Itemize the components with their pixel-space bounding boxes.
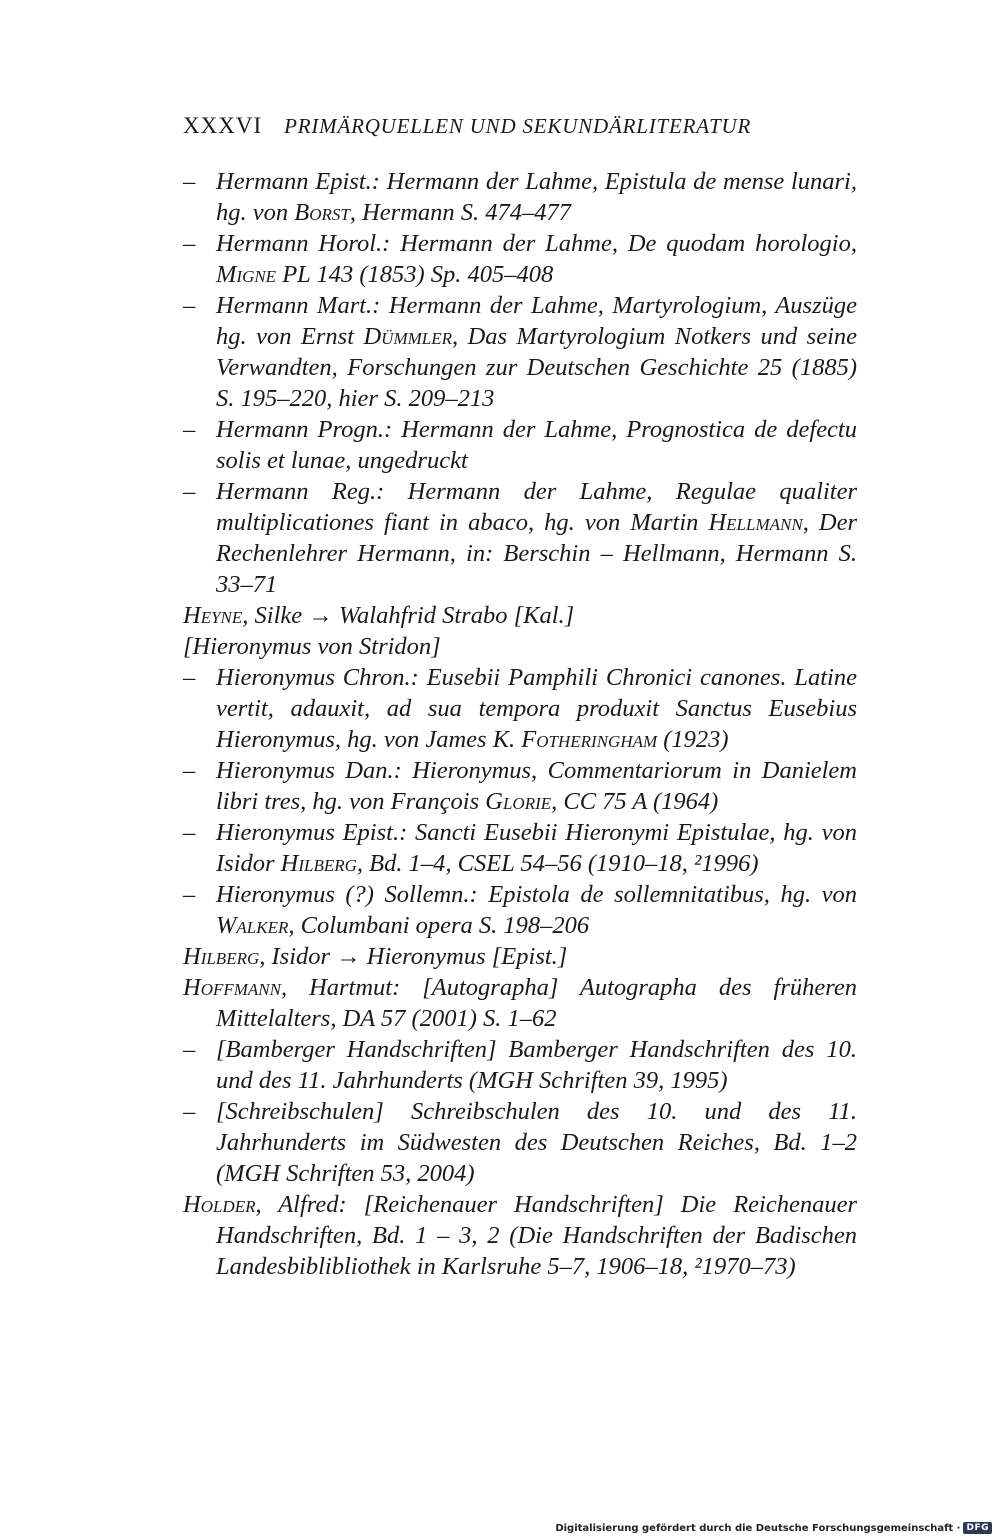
sub-entry bbox=[183, 879, 857, 941]
main-entry bbox=[183, 941, 857, 972]
author-name: Borst bbox=[294, 199, 350, 226]
entry-lead: [Schreibschulen] Schreibschulen des 10. und des 11. Jahrhunderts im Südwesten des Deutschen Reiches, Bd. 1–2 (MGH Schriften 53, 2004) bbox=[216, 1098, 857, 1187]
dash-marker: – bbox=[183, 230, 196, 257]
entry-rest: PL 143 (1853) Sp. 405–408 bbox=[276, 261, 554, 288]
entry-text bbox=[183, 972, 857, 1034]
author-name: Walker bbox=[216, 912, 289, 939]
dash-marker: – bbox=[183, 1098, 196, 1125]
entry-text bbox=[216, 1096, 857, 1189]
entry-lead: [Bamberger Handschriften] Bamberger Handschriften des 10. und des 11. Jahrhunderts (MGH Schriften 39, 1995) bbox=[216, 1036, 857, 1094]
entry-lead: Hermann Reg.: Hermann der Lahme, Regulae qualiter multiplicationes fiant in abaco, hg. von Martin bbox=[216, 478, 857, 536]
author-name: Hilberg bbox=[183, 943, 260, 970]
entry-lead: Hermann Mart.: Hermann der Lahme, Martyrologium, Auszüge hg. von Ernst bbox=[216, 292, 857, 350]
author-name: Holder bbox=[183, 1191, 256, 1218]
footer-credit bbox=[555, 1522, 992, 1534]
footer-text: Digitalisierung gefördert durch die Deutsche Forschungsgemeinschaft · bbox=[555, 1522, 961, 1534]
entry-rest: , Hartmut: [Autographa] Autographa des früheren Mittelalters, DA 57 (2001) S. 1–62 bbox=[216, 974, 857, 1032]
main-entry bbox=[183, 1189, 857, 1282]
entry-lead: Hieronymus Chron.: Eusebii Pamphili Chronici canones. Latine vertit, adauxit, ad sua tempora produxit Sanctus Eusebius Hieronymus, hg. von James K. bbox=[216, 664, 857, 753]
dash-marker: – bbox=[183, 881, 196, 908]
entry-text bbox=[216, 166, 857, 228]
running-header bbox=[183, 113, 863, 139]
author-name: Heyne bbox=[183, 602, 243, 629]
dash-marker: – bbox=[183, 478, 196, 505]
entry-lead: Hermann Horol.: Hermann der Lahme, De quodam horologio, bbox=[216, 230, 857, 257]
entry-text bbox=[216, 414, 857, 476]
main-entry bbox=[183, 972, 857, 1034]
main-entry bbox=[183, 600, 857, 631]
entry-rest: (1923) bbox=[657, 726, 729, 753]
sub-entry bbox=[183, 290, 857, 414]
dash-marker: – bbox=[183, 168, 196, 195]
entry-text bbox=[183, 941, 857, 972]
entry-rest: , Columbani opera S. 198–206 bbox=[288, 912, 590, 939]
sub-entry bbox=[183, 755, 857, 817]
entry-rest: , Hermann S. 474–477 bbox=[349, 199, 572, 226]
entry-text bbox=[183, 631, 857, 662]
entry-rest: , Bd. 1–4, CSEL 54–56 (1910–18, ²1996) bbox=[356, 850, 759, 877]
entry-text bbox=[216, 476, 857, 600]
dfg-logo-icon: DFG bbox=[963, 1522, 992, 1534]
entry-lead: Hieronymus Epist.: Sancti Eusebii Hieronymi Epistulae, hg. von Isidor bbox=[216, 819, 857, 877]
author-name: Hellmann bbox=[708, 509, 803, 536]
entry-lead: Hieronymus Dan.: Hieronymus, Commentariorum in Danielem libri tres, hg. von François bbox=[216, 757, 857, 815]
page-number: XXXVI bbox=[183, 113, 263, 138]
entry-lead: Hermann Epist.: Hermann der Lahme, Epistula de mense lunari, hg. von bbox=[216, 168, 857, 226]
entry-text bbox=[216, 879, 857, 941]
entry-rest: , Silke → Walahfrid Strabo [Kal.] bbox=[242, 602, 575, 629]
entry-text bbox=[183, 1189, 857, 1282]
author-name: Fotheringham bbox=[521, 726, 658, 753]
dash-marker: – bbox=[183, 292, 196, 319]
entry-text bbox=[216, 1034, 857, 1096]
entry-rest: , Alfred: [Reichenauer Handschriften] Die Reichenauer Handschriften, Bd. 1 – 3, 2 (Die Handschriften der Badischen Landesbiblibliothek in Karlsruhe 5–7, 1906–18, ²1970–73) bbox=[216, 1191, 857, 1280]
dash-marker: – bbox=[183, 1036, 196, 1063]
main-entry bbox=[183, 631, 857, 662]
bibliography-list bbox=[183, 166, 857, 1282]
sub-entry bbox=[183, 662, 857, 755]
entry-text bbox=[216, 755, 857, 817]
author-name: Hoffmann bbox=[183, 974, 281, 1001]
entry-lead: [Hieronymus von Stridon] bbox=[183, 633, 441, 660]
entry-rest: , Das Martyrologium Notkers und seine Verwandten, Forschungen zur Deutschen Geschichte 25 (1885) S. 195–220, hier S. 209–213 bbox=[216, 323, 857, 412]
entry-text bbox=[216, 290, 857, 414]
author-name: Dümmler bbox=[363, 323, 452, 350]
entry-text bbox=[216, 228, 857, 290]
running-title: PRIMÄRQUELLEN UND SEKUNDÄRLITERATUR bbox=[284, 114, 752, 138]
dash-marker: – bbox=[183, 664, 196, 691]
entry-lead: Hermann Progn.: Hermann der Lahme, Prognostica de defectu solis et lunae, ungedruckt bbox=[216, 416, 857, 474]
dash-marker: – bbox=[183, 757, 196, 784]
author-name: Glorie bbox=[485, 788, 552, 815]
dash-marker: – bbox=[183, 819, 196, 846]
entry-rest: , CC 75 A (1964) bbox=[551, 788, 719, 815]
author-name: Hilberg bbox=[280, 850, 357, 877]
sub-entry bbox=[183, 1034, 857, 1096]
sub-entry bbox=[183, 817, 857, 879]
sub-entry bbox=[183, 476, 857, 600]
entry-text bbox=[216, 662, 857, 755]
entry-lead: Hieronymus (?) Sollemn.: Epistola de sollemnitatibus, hg. von bbox=[216, 881, 857, 908]
sub-entry bbox=[183, 414, 857, 476]
entry-rest: , Isidor → Hieronymus [Epist.] bbox=[259, 943, 568, 970]
entry-text bbox=[216, 817, 857, 879]
entry-text bbox=[183, 600, 857, 631]
sub-entry bbox=[183, 166, 857, 228]
sub-entry bbox=[183, 1096, 857, 1189]
sub-entry bbox=[183, 228, 857, 290]
author-name: Migne bbox=[216, 261, 277, 288]
entry-rest: , Der Rechenlehrer Hermann, in: Berschin – Hellmann, Hermann S. 33–71 bbox=[216, 509, 857, 598]
dash-marker: – bbox=[183, 416, 196, 443]
